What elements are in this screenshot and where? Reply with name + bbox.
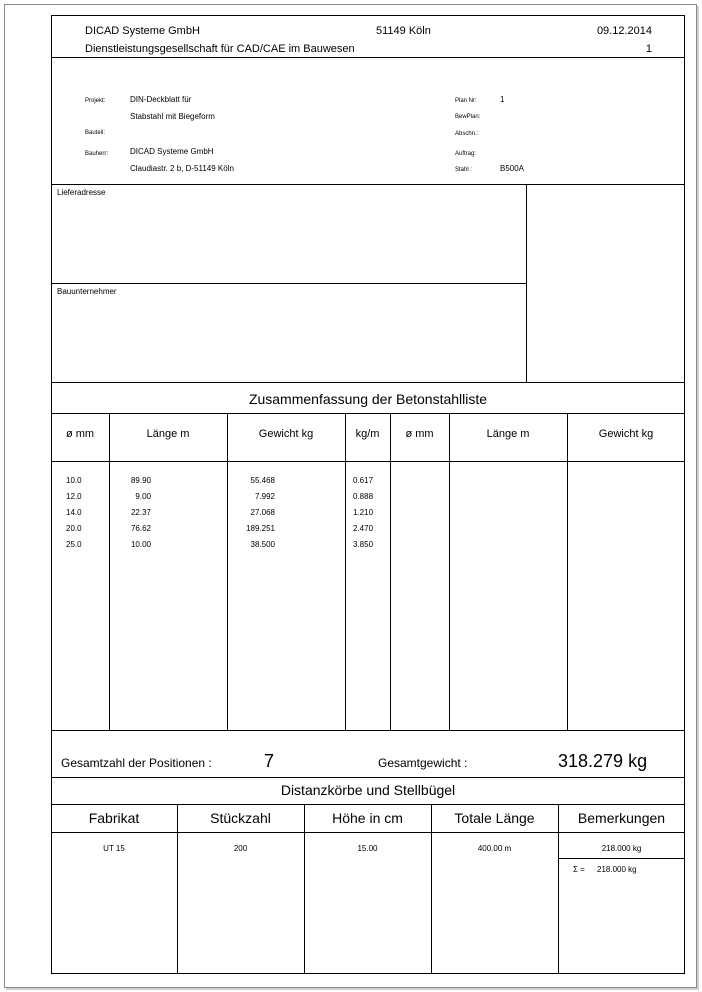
row-kgm: 1.210 — [353, 508, 374, 517]
company-name: DICAD Systeme GmbH — [85, 25, 200, 37]
row-kgm: 2.470 — [353, 524, 374, 533]
summary-header-kgm: kg/m — [355, 428, 380, 440]
row-diameter: 10.0 — [66, 476, 82, 485]
row-kgm: 0.888 — [353, 492, 374, 501]
total-weight-value: 318.279 kg — [558, 751, 648, 771]
row-length: 22.37 — [130, 508, 151, 517]
rule-address-right — [526, 184, 527, 382]
distanz-sum-label: Σ = — [573, 865, 585, 874]
projekt-line-2: Stabstahl mit Biegeform — [130, 112, 215, 121]
positions-label: Gesamtzahl der Positionen : — [61, 756, 212, 770]
rule-summary-col1 — [109, 413, 110, 730]
summary-header-weight-2: Gewicht kg — [598, 428, 654, 440]
rule-summary-table-bottom — [51, 730, 685, 731]
distanz-header-hoehe: Höhe in cm — [332, 810, 403, 826]
rule-header-bottom — [51, 57, 685, 58]
row-kgm: 0.617 — [353, 476, 374, 485]
row-weight: 7.992 — [254, 492, 275, 501]
row-diameter: 14.0 — [66, 508, 82, 517]
distanz-header-laenge: Totale Länge — [454, 810, 535, 826]
projekt-label: Projekt: — [85, 98, 106, 104]
total-weight-label: Gesamtgewicht : — [378, 756, 468, 770]
rule-distanz-title-bottom — [51, 804, 685, 805]
distanz-fabrikat: UT 15 — [103, 844, 125, 853]
rule-summary-header-bottom — [51, 461, 685, 462]
summary-header-length: Länge m — [146, 428, 190, 440]
rule-lieferadresse-bottom — [51, 283, 526, 284]
rule-summary-col5 — [449, 413, 450, 730]
row-diameter: 12.0 — [66, 492, 82, 501]
distanz-bemerkung: 218.000 kg — [601, 844, 642, 853]
bewplan-label: BewPlan: — [455, 114, 481, 120]
row-diameter: 20.0 — [66, 524, 82, 533]
row-length: 10.00 — [130, 540, 151, 549]
rule-distanz-col4 — [558, 804, 559, 974]
bauherr-label: Bauherr: — [85, 151, 109, 157]
stahl-value: B500A — [500, 164, 525, 173]
row-length: 76.62 — [130, 524, 151, 533]
rule-summary-title-bottom — [51, 413, 685, 414]
plan-label: Plan Nr: — [455, 98, 477, 104]
distanz-title: Distanzkörbe und Stellbügel — [280, 782, 456, 798]
rule-summary-col4 — [390, 413, 391, 730]
row-kgm: 3.850 — [353, 540, 374, 549]
row-diameter: 25.0 — [66, 540, 82, 549]
summary-title: Zusammenfassung der Betonstahlliste — [248, 391, 488, 407]
summary-header-length-2: Länge m — [486, 428, 530, 440]
plan-value: 1 — [500, 95, 505, 104]
row-weight: 189.251 — [246, 524, 275, 533]
row-weight: 27.068 — [250, 508, 275, 517]
bauherr-line-1: DICAD Systeme GmbH — [130, 147, 214, 156]
bauunternehmer-label: Bauunternehmer — [57, 287, 117, 296]
distanz-header-fabrikat: Fabrikat — [88, 810, 140, 826]
distanz-sum-value: 218.000 kg — [597, 865, 637, 874]
stahl-label: Stahl : — [455, 167, 473, 173]
rule-address-bottom — [51, 382, 685, 383]
distanz-header-stueckzahl: Stückzahl — [210, 810, 271, 826]
row-weight: 38.500 — [250, 540, 275, 549]
rule-distanz-col3 — [431, 804, 432, 974]
row-weight: 55.468 — [250, 476, 275, 485]
bauherr-line-2: Claudiastr. 2 b, D-51149 Köln — [130, 164, 234, 173]
distanz-stueckzahl: 200 — [233, 844, 248, 853]
projekt-line-1: DIN-Deckblatt für — [130, 95, 192, 104]
rule-distanz-col2 — [304, 804, 305, 974]
auftrag-label: Auftrag: — [455, 151, 477, 157]
summary-header-diameter: ø mm — [65, 428, 95, 440]
rule-totals-bottom — [51, 777, 685, 778]
summary-header-diameter-2: ø mm — [405, 428, 434, 440]
rule-distanz-col1 — [177, 804, 178, 974]
distanz-laenge: 400.00 m — [477, 844, 512, 853]
rule-project-bottom — [51, 184, 685, 185]
document-date: 09.12.2014 — [596, 25, 652, 37]
page-number: 1 — [645, 43, 652, 55]
row-length: 9.00 — [135, 492, 151, 501]
positions-value: 7 — [264, 751, 275, 771]
company-city: 51149 Köln — [376, 25, 431, 37]
distanz-hoehe: 15.00 — [357, 844, 378, 853]
lieferadresse-label: Lieferadresse — [57, 188, 106, 197]
distanz-header-bemerkungen: Bemerkungen — [577, 810, 666, 826]
rule-summary-col3 — [345, 413, 346, 730]
bauteil-label: Bauteil: — [85, 130, 106, 136]
company-tagline: Dienstleistungsgesellschaft für CAD/CAE im Bauwesen — [85, 43, 355, 55]
rule-summary-col6 — [567, 413, 568, 730]
abschn-label: Abschn.: — [455, 131, 479, 137]
summary-header-weight: Gewicht kg — [258, 428, 314, 440]
rule-distanz-header-bottom — [51, 832, 685, 833]
rule-bemerkung-split — [558, 858, 685, 859]
row-length: 89.90 — [130, 476, 151, 485]
rule-summary-col2 — [227, 413, 228, 730]
